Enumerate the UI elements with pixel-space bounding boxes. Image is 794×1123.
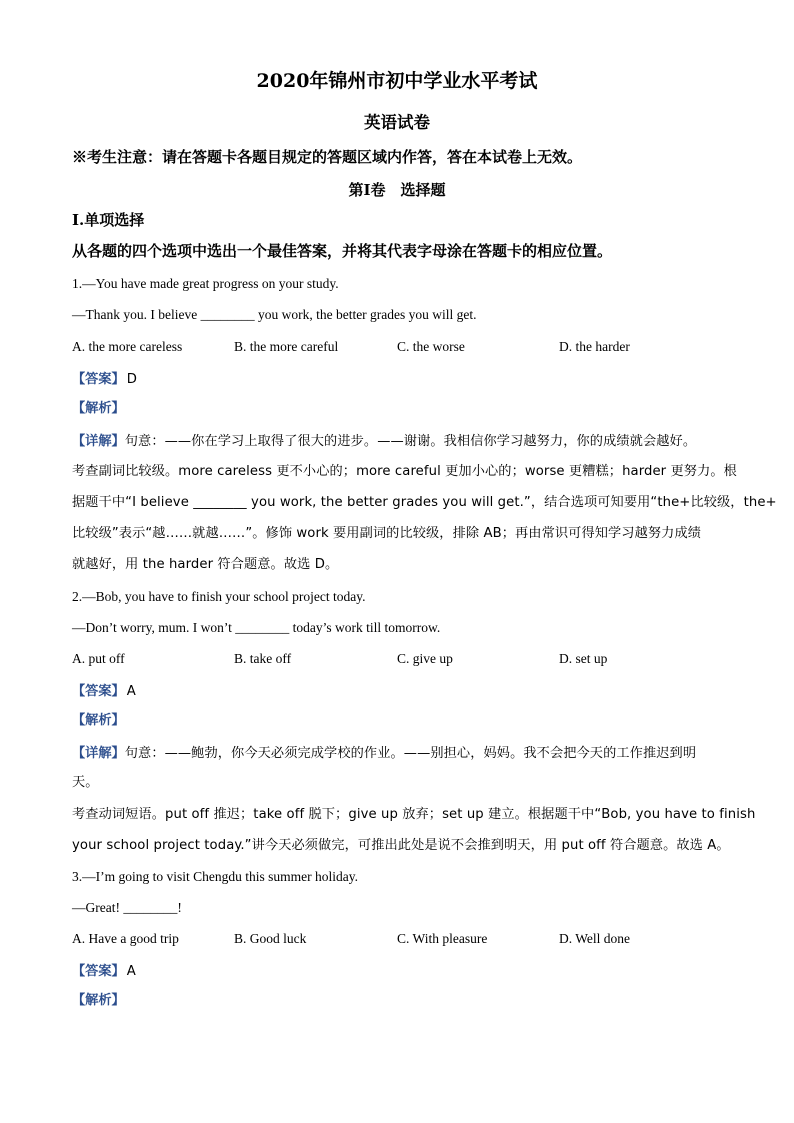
answer-label: 【答案】 [72,964,125,979]
subject-title: 英语试卷 [364,113,430,132]
detail-label: 【详解】 [72,746,125,761]
q3-answer: A [126,964,136,979]
q3-answer-line [72,963,136,979]
exam-title: 2020年锦州市初中学业水平考试 [256,70,538,92]
q2-answer: A [126,684,136,699]
q2-stem-line1: 2.—Bob, you have to finish your school project today. [72,589,366,604]
q3-option-b: B. Good luck [234,931,307,946]
q2-detail-text: 句意：——鲍勃，你今天必须完成学校的作业。——别担心，妈妈。我不会把今天的工作推迟到明 [124,746,697,761]
q1-analysis-label: 【解析】 [72,401,125,416]
section-instruction: 从各题的四个选项中选出一个最佳答案，并将其代表字母涂在答题卡的相应位置。 [72,242,613,260]
q2-stem-line2: —Don’t worry, mum. I won’t ________ today’s work till tomorrow. [72,620,441,635]
q1-detail-line5: 就越好，用 the harder 符合题意。故选 D。 [72,557,339,572]
q2-answer-line [72,683,136,699]
q1-option-d: D. the harder [559,339,630,354]
answer-label: 【答案】 [72,372,125,387]
q2-option-a: A. put off [72,651,125,666]
answer-label: 【答案】 [72,684,125,699]
q3-option-c: C. With pleasure [397,931,488,946]
q1-detail-line4: 比较级”表示“越……就越……”。修饰 work 要用副词的比较级，排除 AB；再由常识可得知学习越努力成绩 [72,526,702,541]
q1-answer-line [72,371,137,387]
q2-option-d: D. set up [559,651,608,666]
q3-stem-line2: —Great! ________! [72,900,182,915]
q1-answer: D [126,372,137,387]
q1-stem-line2: —Thank you. I believe ________ you work, the better grades you will get. [72,307,477,322]
volume-heading: 第Ⅰ卷 选择题 [348,181,446,199]
q3-option-d: D. Well done [559,931,631,946]
q2-detail-line1 [72,745,696,761]
q3-stem-line1: 3.—I’m going to visit Chengdu this summer holiday. [72,869,358,884]
q2-detail-line3: 考查动词短语。put off 推迟；take off 脱下；give up 放弃；set up 建立。根据题干中“Bob, you have to finish [72,807,756,822]
q2-detail-line4: your school project today.”讲今天必须做完，可推出此处是说不会推到明天，用 put off 符合题意。故选 A。 [72,838,730,853]
q1-option-b: B. the more careful [234,339,339,354]
q1-detail-line3: 据题干中“I believe ________ you work, the better grades you will get.”，结合选项可知要用“the+比较级，the+ [72,495,777,510]
q1-detail-line2: 考查副词比较级。more careless 更不小心的；more careful 更加小心的；worse 更糟糕；harder 更努力。根 [72,464,737,479]
q2-analysis-label: 【解析】 [72,713,125,728]
q1-stem-line1: 1.—You have made great progress on your study. [72,276,339,291]
q3-option-a: A. Have a good trip [72,931,179,946]
q2-option-b: B. take off [234,651,292,666]
q1-detail-text: 句意：——你在学习上取得了很大的进步。——谢谢。我相信你学习越努力，你的成绩就会越好。 [124,434,697,449]
section-heading: Ⅰ.单项选择 [72,211,145,229]
q2-detail-line2: 天。 [72,775,99,790]
q1-option-a: A. the more careless [72,339,183,354]
q1-option-c: C. the worse [397,339,465,354]
q2-option-c: C. give up [397,651,453,666]
candidate-notice: ※考生注意：请在答题卡各题目规定的答题区域内作答，答在本试卷上无效。 [72,148,583,166]
detail-label: 【详解】 [72,434,125,449]
q1-detail-line1 [72,433,696,449]
q3-analysis-label: 【解析】 [72,993,125,1008]
